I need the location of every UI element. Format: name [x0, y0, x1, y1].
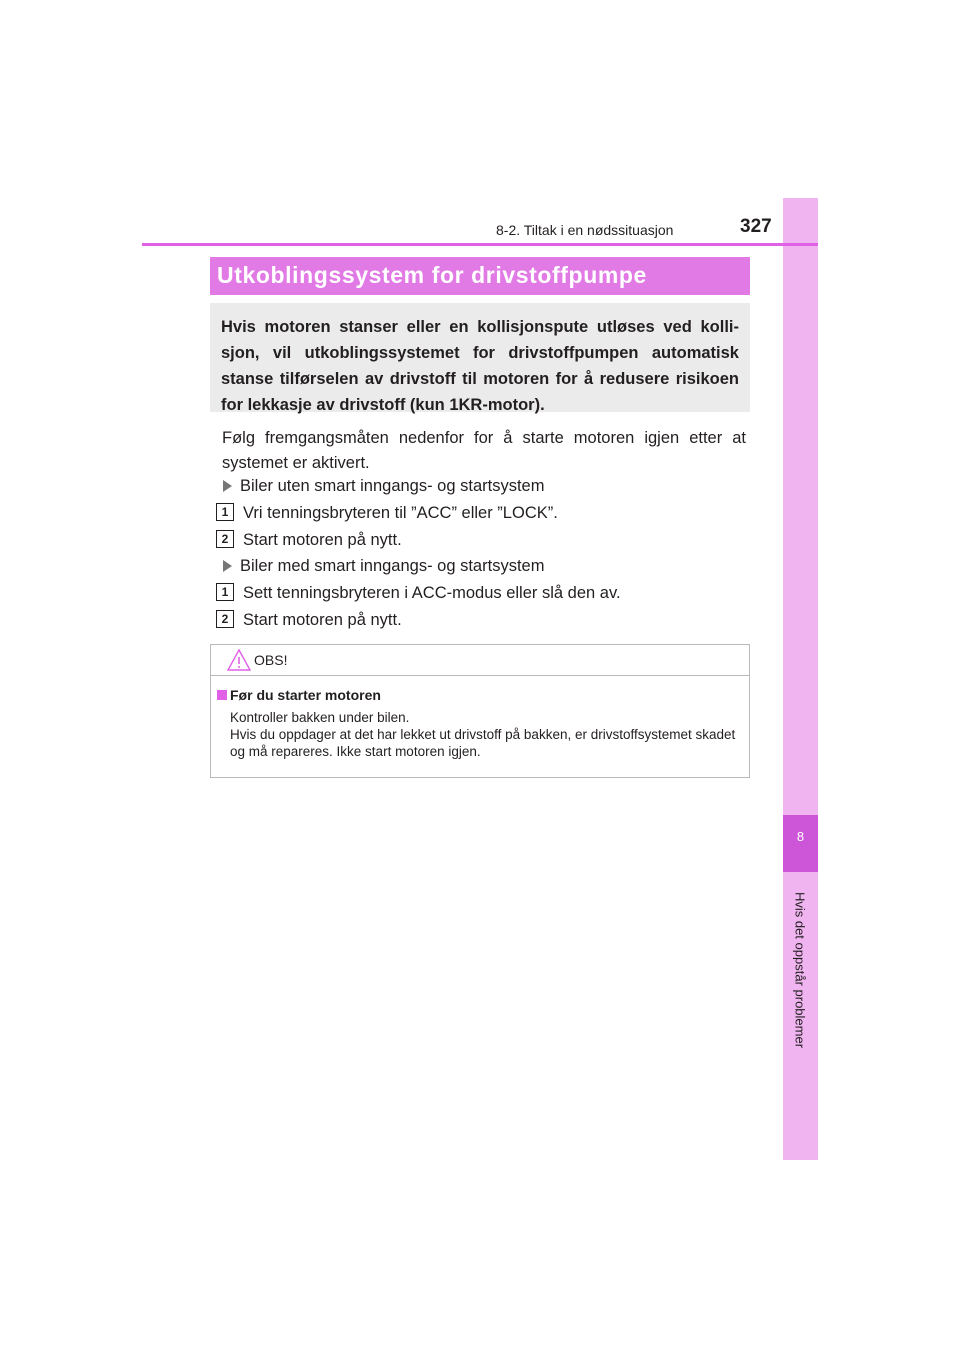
- chapter-number: 8: [796, 829, 805, 844]
- warning-triangle-icon: [226, 648, 252, 672]
- caution-line: Kontroller bakken under bilen.: [230, 710, 410, 725]
- triangle-bullet-icon: [223, 560, 232, 572]
- step-number-badge: 2: [216, 530, 234, 548]
- header-rule: [142, 243, 818, 246]
- section-heading-text: Biler uten smart inngangs- og startsystem: [240, 477, 545, 495]
- section-heading-text: Biler med smart inngangs- og startsystem: [240, 557, 545, 575]
- page-title-bar: [210, 257, 750, 295]
- step-text: Start motoren på nytt.: [243, 611, 402, 629]
- caution-divider: [211, 675, 749, 676]
- step-text: Sett tenningsbryteren i ACC-modus eller slå den av.: [243, 584, 621, 602]
- caution-box: [210, 644, 750, 778]
- step-number-badge: 1: [216, 503, 234, 521]
- section-heading: 8-2. Tiltak i en nødssituasjon: [496, 222, 674, 238]
- chapter-title: Hvis det oppstår problemer: [792, 891, 808, 1049]
- step-text: Vri tenningsbryteren til ”ACC” eller ”LOCK”.: [243, 504, 558, 522]
- square-bullet-icon: [217, 690, 227, 700]
- caution-line: Hvis du oppdager at det har lekket ut drivstoff på bakken, er drivstoffsystemet skadet og må repareres. Ikke start motoren igjen.: [230, 727, 736, 759]
- caution-body: [230, 709, 742, 760]
- triangle-bullet-icon: [223, 480, 232, 492]
- summary-box: Hvis motoren stanser eller en kollisjonspute utløses ved kolli-sjon, vil utkoblingssystemet for drivstoffpumpen automatisk stanse tilførselen av drivstoff til motoren for å redusere risikoen for lekkasje av drivstoff (kun 1KR-motor).: [210, 303, 750, 412]
- step-number-badge: 1: [216, 583, 234, 601]
- caution-label: OBS!: [254, 652, 288, 668]
- intro-text: Følg fremgangsmåten nedenfor for å starte motoren igjen etter at systemet er aktivert.: [222, 429, 746, 472]
- section-heading-without-smart-entry: [223, 477, 544, 496]
- step-text: Start motoren på nytt.: [243, 531, 402, 549]
- section-heading-with-smart-entry: [223, 557, 544, 576]
- page-title: Utkoblingssystem for drivstoffpumpe: [217, 262, 647, 288]
- step-number-badge: 2: [216, 610, 234, 628]
- caution-title: Før du starter motoren: [230, 687, 381, 703]
- page-number: 327: [740, 216, 772, 237]
